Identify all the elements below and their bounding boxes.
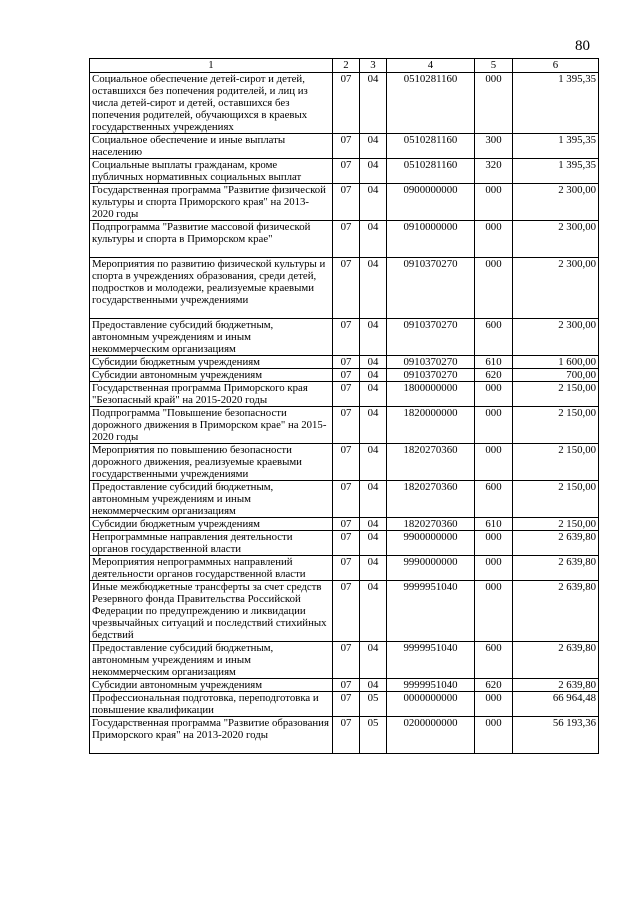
row-target-code: 1800000000 [387,382,475,407]
row-target-code: 0910370270 [387,369,475,382]
table-row [90,159,599,184]
table-row [90,717,599,754]
row-type-code: 000 [475,717,513,754]
table-body [90,73,599,754]
row-subsection: 04 [360,369,387,382]
row-amount: 1 395,35 [513,134,599,159]
row-subsection: 04 [360,407,387,444]
table-row [90,692,599,717]
row-name: Социальное обеспечение детей-сирот и детей, оставшихся без попечения родителей, и лиц из числа детей-сирот и детей, оставшихся без попечения родителей, обучающихся в краевых государственных учреждениях [90,73,333,134]
column-header-amount: 6 [513,59,599,73]
row-amount: 2 639,80 [513,642,599,679]
row-target-code: 1820270360 [387,444,475,481]
row-subsection: 05 [360,717,387,754]
row-subsection: 04 [360,679,387,692]
table-row [90,319,599,356]
row-type-code: 000 [475,556,513,581]
row-target-code: 9990000000 [387,556,475,581]
row-target-code: 1820270360 [387,481,475,518]
row-name: Государственная программа "Развитие образования Приморского края" на 2013-2020 годы [90,717,333,754]
row-amount: 1 395,35 [513,73,599,134]
row-target-code: 0510281160 [387,159,475,184]
table-row [90,642,599,679]
row-name: Субсидии бюджетным учреждениям [90,356,333,369]
row-target-code: 9900000000 [387,531,475,556]
row-name: Мероприятия непрограммных направлений деятельности органов государственной власти [90,556,333,581]
table-row [90,444,599,481]
row-name: Иные межбюджетные трансферты за счет средств Резервного фонда Правительства Российской Федерации по предупреждению и ликвидации чрезвычайных ситуаций и последствий стихийных бедствий [90,581,333,642]
row-section: 07 [333,642,360,679]
table-row [90,407,599,444]
row-section: 07 [333,692,360,717]
budget-table [89,58,599,754]
row-target-code: 1820270360 [387,518,475,531]
row-target-code: 9999951040 [387,679,475,692]
row-subsection: 04 [360,531,387,556]
row-name: Непрограммные направления деятельности органов государственной власти [90,531,333,556]
row-name: Предоставление субсидий бюджетным, автономным учреждениям и иным некоммерческим организациям [90,319,333,356]
row-amount: 2 300,00 [513,319,599,356]
row-section: 07 [333,581,360,642]
row-type-code: 000 [475,531,513,556]
row-type-code: 000 [475,221,513,258]
row-section: 07 [333,518,360,531]
table-row [90,531,599,556]
table-row [90,581,599,642]
row-amount: 2 150,00 [513,481,599,518]
row-target-code: 9999951040 [387,581,475,642]
row-type-code: 300 [475,134,513,159]
table-row [90,481,599,518]
table-row [90,356,599,369]
row-name: Государственная программа "Развитие физической культуры и спорта Приморского края" на 2013-2020 годы [90,184,333,221]
row-name: Субсидии автономным учреждениям [90,369,333,382]
row-target-code: 9999951040 [387,642,475,679]
row-type-code: 600 [475,481,513,518]
row-section: 07 [333,221,360,258]
row-target-code: 0000000000 [387,692,475,717]
row-section: 07 [333,717,360,754]
row-target-code: 0510281160 [387,134,475,159]
table-row [90,556,599,581]
row-section: 07 [333,258,360,319]
row-amount: 2 300,00 [513,184,599,221]
row-amount: 2 639,80 [513,679,599,692]
row-section: 07 [333,356,360,369]
row-name: Государственная программа Приморского края "Безопасный край" на 2015-2020 годы [90,382,333,407]
row-type-code: 000 [475,581,513,642]
row-type-code: 000 [475,407,513,444]
row-subsection: 04 [360,319,387,356]
row-name: Предоставление субсидий бюджетным, автономным учреждениям и иным некоммерческим организациям [90,642,333,679]
row-section: 07 [333,184,360,221]
row-target-code: 0510281160 [387,73,475,134]
row-name: Профессиональная подготовка, переподготовка и повышение квалификации [90,692,333,717]
row-section: 07 [333,556,360,581]
row-name: Субсидии бюджетным учреждениям [90,518,333,531]
row-subsection: 05 [360,692,387,717]
row-type-code: 320 [475,159,513,184]
column-header-name: 1 [90,59,333,73]
row-name: Социальные выплаты гражданам, кроме публичных нормативных социальных выплат [90,159,333,184]
row-type-code: 000 [475,382,513,407]
row-type-code: 620 [475,679,513,692]
row-section: 07 [333,407,360,444]
row-amount: 2 639,80 [513,581,599,642]
row-subsection: 04 [360,184,387,221]
row-name: Социальное обеспечение и иные выплаты населению [90,134,333,159]
row-amount: 2 639,80 [513,556,599,581]
table-row [90,679,599,692]
row-subsection: 04 [360,356,387,369]
row-section: 07 [333,531,360,556]
row-target-code: 0910370270 [387,258,475,319]
column-header-subsection: 3 [360,59,387,73]
column-header-target: 4 [387,59,475,73]
row-section: 07 [333,319,360,356]
row-target-code: 0200000000 [387,717,475,754]
row-target-code: 0910370270 [387,356,475,369]
row-name: Предоставление субсидий бюджетным, автономным учреждениям и иным некоммерческим организациям [90,481,333,518]
page-number: 80 [575,38,590,54]
row-type-code: 000 [475,184,513,221]
row-amount: 66 964,48 [513,692,599,717]
row-amount: 2 150,00 [513,407,599,444]
table-row [90,221,599,258]
row-section: 07 [333,73,360,134]
row-section: 07 [333,134,360,159]
table-row [90,184,599,221]
row-subsection: 04 [360,134,387,159]
row-subsection: 04 [360,481,387,518]
table-row [90,382,599,407]
table-header-row [90,59,599,73]
column-header-section: 2 [333,59,360,73]
row-type-code: 000 [475,444,513,481]
row-section: 07 [333,382,360,407]
row-type-code: 610 [475,518,513,531]
row-section: 07 [333,679,360,692]
row-amount: 2 639,80 [513,531,599,556]
table-row [90,258,599,319]
row-subsection: 04 [360,556,387,581]
row-amount: 1 395,35 [513,159,599,184]
row-subsection: 04 [360,258,387,319]
row-type-code: 000 [475,73,513,134]
row-type-code: 610 [475,356,513,369]
row-type-code: 000 [475,258,513,319]
row-target-code: 1820000000 [387,407,475,444]
table-row [90,73,599,134]
row-subsection: 04 [360,221,387,258]
row-section: 07 [333,444,360,481]
row-subsection: 04 [360,73,387,134]
row-type-code: 600 [475,319,513,356]
row-subsection: 04 [360,159,387,184]
row-amount: 2 300,00 [513,221,599,258]
row-section: 07 [333,369,360,382]
row-subsection: 04 [360,642,387,679]
row-target-code: 0900000000 [387,184,475,221]
row-subsection: 04 [360,518,387,531]
row-target-code: 0910370270 [387,319,475,356]
table-row [90,134,599,159]
row-name: Подпрограмма "Развитие массовой физической культуры и спорта в Приморском крае" [90,221,333,258]
row-subsection: 04 [360,581,387,642]
row-amount: 2 150,00 [513,382,599,407]
row-amount: 2 150,00 [513,444,599,481]
row-subsection: 04 [360,382,387,407]
row-amount: 56 193,36 [513,717,599,754]
row-amount: 1 600,00 [513,356,599,369]
row-name: Мероприятия по развитию физической культуры и спорта в учреждениях образования, среди детей, подростков и молодежи, реализуемые краевыми государственными учреждениями [90,258,333,319]
column-header-type: 5 [475,59,513,73]
row-name: Субсидии автономным учреждениям [90,679,333,692]
row-section: 07 [333,159,360,184]
row-subsection: 04 [360,444,387,481]
row-section: 07 [333,481,360,518]
row-type-code: 000 [475,692,513,717]
row-type-code: 620 [475,369,513,382]
row-name: Мероприятия по повышению безопасности дорожного движения, реализуемые краевыми государственными учреждениями [90,444,333,481]
row-type-code: 600 [475,642,513,679]
table-row [90,518,599,531]
table-row [90,369,599,382]
row-amount: 2 150,00 [513,518,599,531]
row-name: Подпрограмма "Повышение безопасности дорожного движения в Приморском крае" на 2015-2020 годы [90,407,333,444]
row-target-code: 0910000000 [387,221,475,258]
row-amount: 2 300,00 [513,258,599,319]
row-amount: 700,00 [513,369,599,382]
